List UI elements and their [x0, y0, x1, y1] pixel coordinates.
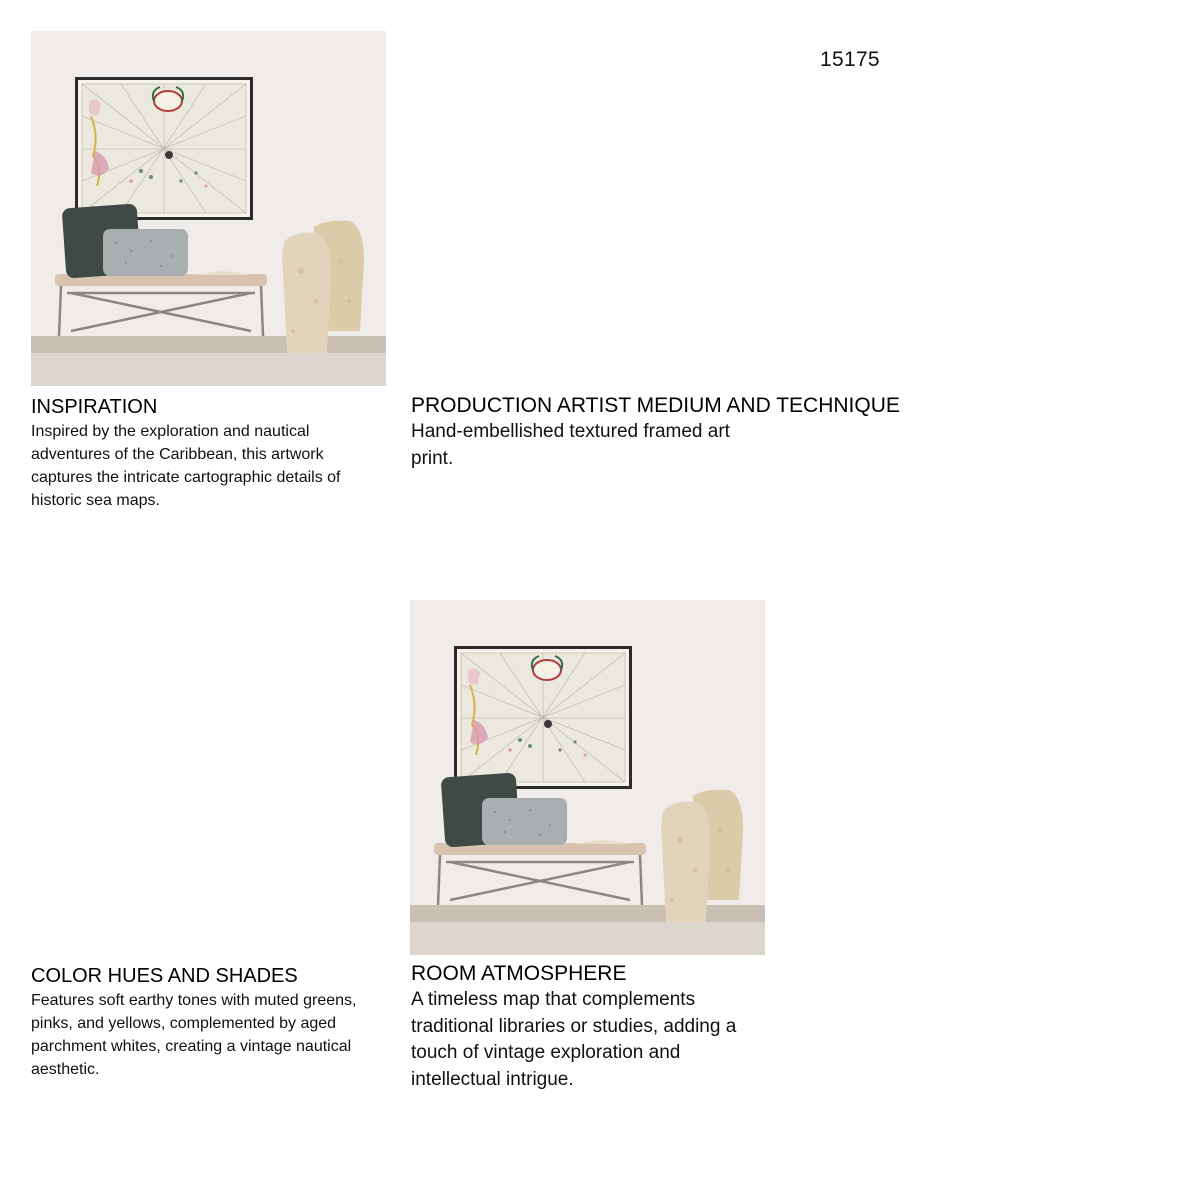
- room-atmosphere-heading: ROOM ATMOSPHERE: [411, 962, 627, 985]
- room-scene-illustration: [31, 31, 386, 386]
- inspiration-text: Inspired by the exploration and nautical adventures of the Caribbean, this artwork captures the intricate cartographic details of historic sea maps.: [31, 423, 341, 509]
- medium-technique-section: [411, 395, 911, 472]
- room-scene-photo: [31, 31, 386, 386]
- medium-technique-heading: PRODUCTION ARTIST MEDIUM AND TECHNIQUE: [411, 394, 900, 417]
- color-hues-section: [31, 965, 391, 1081]
- product-sku: 15175: [820, 48, 880, 71]
- room-atmosphere-section: [411, 963, 771, 1093]
- room-scene-illustration-2: [410, 600, 765, 955]
- medium-technique-text: Hand-embellished textured framed art print.: [411, 421, 730, 469]
- color-hues-text: Features soft earthy tones with muted greens, pinks, and yellows, complemented by aged parchment whites, creating a vintage nautical aesthetic.: [31, 992, 357, 1078]
- inspiration-heading: INSPIRATION: [31, 396, 158, 418]
- room-scene-photo-2: [410, 600, 765, 955]
- color-hues-heading: COLOR HUES AND SHADES: [31, 965, 298, 987]
- inspiration-section: [31, 396, 386, 512]
- room-atmosphere-text: A timeless map that complements traditional libraries or studies, adding a touch of vintage exploration and intellectual intrigue.: [411, 989, 737, 1090]
